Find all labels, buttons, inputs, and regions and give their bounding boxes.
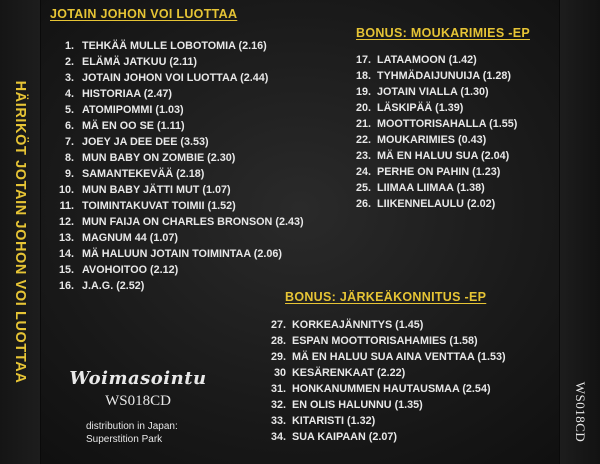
track-number: 13.: [58, 232, 74, 244]
track-title: MÄ HALUUN JOTAIN TOIMINTAA (2.06): [82, 248, 282, 260]
track-title: JOTAIN JOHON VOI LUOTTAA (2.44): [82, 72, 269, 84]
right-spine: [559, 0, 600, 464]
track-number: 15.: [58, 264, 74, 276]
track-title: JOEY JA DEE DEE (3.53): [82, 136, 209, 148]
track-title: KITARISTI (1.32): [292, 415, 376, 427]
bonus-ep-1-heading: BONUS: MOUKARIMIES -EP: [356, 26, 530, 40]
track-item: [349, 132, 517, 148]
track-item: [50, 54, 304, 70]
album-title-heading: JOTAIN JOHON VOI LUOTTAA: [50, 7, 238, 21]
track-item: [264, 333, 506, 349]
track-number: 14.: [58, 248, 74, 260]
track-item: [50, 262, 304, 278]
track-item: [50, 214, 304, 230]
track-title: LÄSKIPÄÄ (1.39): [377, 102, 464, 114]
track-number: 30: [273, 367, 286, 379]
track-item: [50, 278, 304, 294]
track-title: MOOTTORISAHALLA (1.55): [377, 118, 518, 130]
track-number: 29.: [270, 351, 286, 363]
track-number: 16.: [58, 280, 74, 292]
track-title: J.A.G. (2.52): [82, 280, 145, 292]
track-title: TEHKÄÄ MULLE LOBOTOMIA (2.16): [82, 40, 267, 52]
left-spine-text: HÄIRIKÖT JOTAIN JOHON VOI LUOTTAA: [12, 80, 28, 384]
track-item: [50, 198, 304, 214]
track-title: MÄ EN HALUU SUA AINA VENTTAA (1.53): [292, 351, 506, 363]
track-item: [50, 230, 304, 246]
track-number: 19.: [355, 86, 371, 98]
track-title: PERHE ON PAHIN (1.23): [377, 166, 501, 178]
track-title: MÄ EN HALUU SUA (2.04): [377, 150, 510, 162]
track-item: [349, 180, 517, 196]
track-item: [349, 116, 517, 132]
track-item: [50, 38, 304, 54]
track-number: 9.: [64, 168, 74, 180]
track-number: 2.: [64, 56, 74, 68]
track-item: [349, 68, 517, 84]
track-title: MUN FAIJA ON CHARLES BRONSON (2.43): [82, 216, 304, 228]
track-item: [50, 246, 304, 262]
track-number: 23.: [355, 150, 371, 162]
track-title: EN OLIS HALUNNU (1.35): [292, 399, 423, 411]
track-title: JOTAIN VIALLA (1.30): [377, 86, 489, 98]
track-item: [50, 118, 304, 134]
track-number: 33.: [270, 415, 286, 427]
track-number: 31.: [270, 383, 286, 395]
track-title: ESPAN MOOTTORISAHAMIES (1.58): [292, 335, 478, 347]
track-number: 24.: [355, 166, 371, 178]
track-number: 7.: [64, 136, 74, 148]
tracklist-bonus-2: [264, 317, 506, 445]
track-title: TOIMINTAKUVAT TOIMII (1.52): [82, 200, 236, 212]
track-item: [50, 134, 304, 150]
track-number: 12.: [58, 216, 74, 228]
label-logo: Woimasointu: [69, 368, 207, 389]
track-title: TYHMÄDAIJUNUIJA (1.28): [377, 70, 511, 82]
track-title: SUA KAIPAAN (2.07): [292, 431, 397, 443]
distribution-line-2: Superstition Park: [86, 434, 163, 445]
track-number: 1.: [64, 40, 74, 52]
track-number: 25.: [355, 182, 371, 194]
bonus-ep-2-heading: BONUS: JÄRKEÄKONNITUS -EP: [285, 290, 487, 304]
track-number: 21.: [355, 118, 371, 130]
track-number: 17.: [355, 54, 371, 66]
track-item: [50, 70, 304, 86]
track-title: MUN BABY ON ZOMBIE (2.30): [82, 152, 236, 164]
track-item: [50, 182, 304, 198]
track-title: LIIKENNELAULU (2.02): [377, 198, 496, 210]
track-title: MAGNUM 44 (1.07): [82, 232, 178, 244]
track-number: 32.: [270, 399, 286, 411]
distribution-note: [86, 420, 178, 446]
track-title: ELÄMÄ JATKUU (2.11): [82, 56, 197, 68]
track-number: 20.: [355, 102, 371, 114]
track-item: [264, 381, 506, 397]
track-number: 4.: [64, 88, 74, 100]
track-number: 5.: [64, 104, 74, 116]
track-title: MUN BABY JÄTTI MUT (1.07): [82, 184, 231, 196]
track-item: [349, 52, 517, 68]
track-number: 34.: [270, 431, 286, 443]
track-item: [349, 164, 517, 180]
track-title: KESÄRENKAAT (2.22): [292, 367, 406, 379]
right-spine-catalog: WS018CD: [573, 381, 588, 443]
track-item: [264, 365, 506, 381]
track-item: [264, 317, 506, 333]
track-title: LIIMAA LIIMAA (1.38): [377, 182, 485, 194]
track-item: [349, 100, 517, 116]
track-item: [349, 148, 517, 164]
track-title: KORKEAJÄNNITYS (1.45): [292, 319, 424, 331]
track-item: [50, 102, 304, 118]
record-label-block: [58, 368, 218, 410]
track-number: 10.: [58, 184, 74, 196]
track-title: MÄ EN OO SE (1.11): [82, 120, 185, 132]
track-number: 28.: [270, 335, 286, 347]
track-number: 18.: [355, 70, 371, 82]
track-item: [264, 349, 506, 365]
track-number: 26.: [355, 198, 371, 210]
track-item: [349, 196, 517, 212]
track-number: 6.: [64, 120, 74, 132]
track-title: HONKANUMMEN HAUTAUSMAA (2.54): [292, 383, 491, 395]
track-title: AVOHOITOO (2.12): [82, 264, 179, 276]
track-title: SAMANTEKEVÄÄ (2.18): [82, 168, 205, 180]
track-item: [50, 166, 304, 182]
distribution-line-1: distribution in Japan:: [86, 421, 178, 432]
track-number: 11.: [59, 200, 74, 212]
track-item: [264, 413, 506, 429]
track-title: ATOMIPOMMI (1.03): [82, 104, 184, 116]
track-number: 8.: [64, 152, 74, 164]
track-title: LATAAMOON (1.42): [377, 54, 477, 66]
track-item: [264, 429, 506, 445]
track-item: [50, 150, 304, 166]
track-item: [50, 86, 304, 102]
left-spine: [0, 0, 41, 464]
track-number: 22.: [355, 134, 371, 146]
track-number: 3.: [64, 72, 74, 84]
track-title: HISTORIAA (2.47): [82, 88, 172, 100]
tracklist-main: [50, 38, 304, 294]
tracklist-bonus-1: [349, 52, 517, 212]
track-title: MOUKARIMIES (0.43): [377, 134, 487, 146]
catalog-number: WS018CD: [105, 393, 171, 409]
track-number: 27.: [270, 319, 286, 331]
track-item: [349, 84, 517, 100]
track-item: [264, 397, 506, 413]
